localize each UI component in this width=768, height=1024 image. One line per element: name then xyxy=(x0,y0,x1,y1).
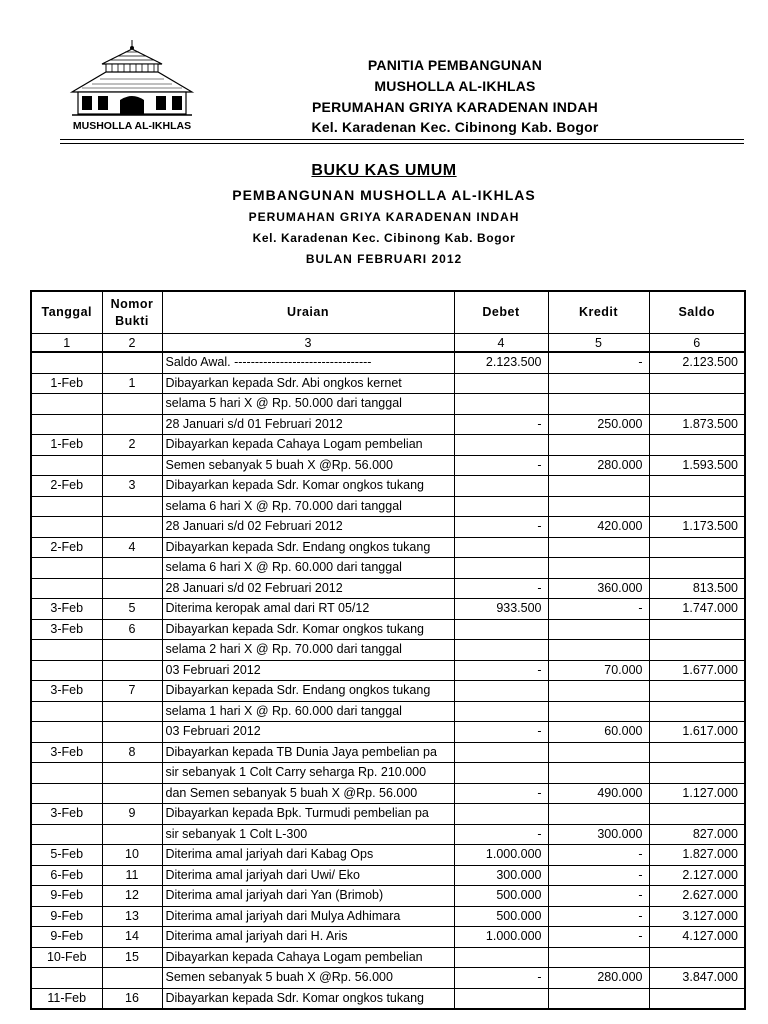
cell-kredit: 280.000 xyxy=(548,968,649,989)
cell-uraian: Diterima amal jariyah dari Uwi/ Eko xyxy=(162,865,454,886)
cell-saldo xyxy=(649,681,745,702)
table-row xyxy=(31,804,745,825)
cell-debet xyxy=(454,537,548,558)
col-header-nomor-bukti: Nomor Bukti xyxy=(102,291,162,334)
cell-nomor-bukti xyxy=(102,558,162,579)
cell-kredit: 60.000 xyxy=(548,722,649,743)
cell-uraian: Dibayarkan kepada Cahaya Logam pembelian xyxy=(162,947,454,968)
cell-tanggal: 11-Feb xyxy=(31,988,102,1009)
cell-debet xyxy=(454,701,548,722)
table-row xyxy=(31,394,745,415)
ledger-body xyxy=(31,352,745,1009)
table-row xyxy=(31,906,745,927)
cell-saldo xyxy=(649,558,745,579)
cell-debet: - xyxy=(454,578,548,599)
cell-saldo xyxy=(649,619,745,640)
cell-saldo: 1.617.000 xyxy=(649,722,745,743)
org-line-1: PANITIA PEMBANGUNAN xyxy=(367,57,543,73)
cell-uraian: selama 6 hari X @ Rp. 60.000 dari tanggal xyxy=(162,558,454,579)
cell-tanggal xyxy=(31,352,102,373)
cell-uraian: dan Semen sebanyak 5 buah X @Rp. 56.000 xyxy=(162,783,454,804)
cell-saldo: 1.873.500 xyxy=(649,414,745,435)
cell-debet xyxy=(454,640,548,661)
cell-tanggal: 2-Feb xyxy=(31,537,102,558)
cell-nomor-bukti: 1 xyxy=(102,373,162,394)
cell-kredit xyxy=(548,435,649,456)
cell-nomor-bukti: 15 xyxy=(102,947,162,968)
cell-uraian: Saldo Awal. --------------------------------- xyxy=(162,352,454,373)
cell-nomor-bukti: 9 xyxy=(102,804,162,825)
cell-saldo xyxy=(649,476,745,497)
cell-nomor-bukti: 7 xyxy=(102,681,162,702)
cell-uraian: Dibayarkan kepada TB Dunia Jaya pembelian pa xyxy=(162,742,454,763)
table-row xyxy=(31,865,745,886)
cell-kredit: 300.000 xyxy=(548,824,649,845)
header-rule xyxy=(60,139,744,140)
cell-uraian: Dibayarkan kepada Sdr. Komar ongkos tukang xyxy=(162,476,454,497)
cell-tanggal: 3-Feb xyxy=(31,804,102,825)
cell-nomor-bukti: 14 xyxy=(102,927,162,948)
cell-uraian: Dibayarkan kepada Sdr. Komar ongkos tukang xyxy=(162,988,454,1009)
cell-tanggal xyxy=(31,660,102,681)
cell-nomor-bukti xyxy=(102,783,162,804)
cell-debet xyxy=(454,804,548,825)
col-header-debet: Debet xyxy=(454,291,548,334)
cell-nomor-bukti: 16 xyxy=(102,988,162,1009)
cell-kredit xyxy=(548,558,649,579)
cell-kredit: 420.000 xyxy=(548,517,649,538)
cell-saldo xyxy=(649,763,745,784)
cell-kredit: 280.000 xyxy=(548,455,649,476)
cell-tanggal xyxy=(31,558,102,579)
cell-saldo: 1.127.000 xyxy=(649,783,745,804)
cell-kredit: - xyxy=(548,865,649,886)
cell-uraian: Dibayarkan kepada Sdr. Endang ongkos tukang xyxy=(162,537,454,558)
cell-nomor-bukti xyxy=(102,701,162,722)
table-row xyxy=(31,558,745,579)
cell-debet xyxy=(454,476,548,497)
cell-saldo xyxy=(649,742,745,763)
cell-debet xyxy=(454,947,548,968)
cell-debet xyxy=(454,681,548,702)
cell-kredit xyxy=(548,804,649,825)
cell-tanggal xyxy=(31,701,102,722)
cell-kredit xyxy=(548,640,649,661)
cell-nomor-bukti xyxy=(102,722,162,743)
cell-debet: - xyxy=(454,722,548,743)
cell-uraian: Diterima keropak amal dari RT 05/12 xyxy=(162,599,454,620)
cell-kredit xyxy=(548,496,649,517)
table-row xyxy=(31,660,745,681)
cell-debet xyxy=(454,558,548,579)
cell-saldo xyxy=(649,435,745,456)
table-row xyxy=(31,599,745,620)
table-row xyxy=(31,722,745,743)
cell-tanggal: 5-Feb xyxy=(31,845,102,866)
col-header-saldo: Saldo xyxy=(649,291,745,334)
cell-uraian: selama 2 hari X @ Rp. 70.000 dari tanggal xyxy=(162,640,454,661)
table-row xyxy=(31,886,745,907)
cell-uraian: 28 Januari s/d 02 Februari 2012 xyxy=(162,578,454,599)
cell-uraian: Semen sebanyak 5 buah X @Rp. 56.000 xyxy=(162,455,454,476)
table-row xyxy=(31,517,745,538)
cell-tanggal xyxy=(31,722,102,743)
cell-kredit xyxy=(548,394,649,415)
table-row xyxy=(31,845,745,866)
cell-nomor-bukti xyxy=(102,394,162,415)
cell-tanggal: 2-Feb xyxy=(31,476,102,497)
cell-debet xyxy=(454,373,548,394)
cell-uraian: Dibayarkan kepada Sdr. Abi ongkos kernet xyxy=(162,373,454,394)
cell-nomor-bukti: 5 xyxy=(102,599,162,620)
cell-tanggal xyxy=(31,578,102,599)
cell-debet xyxy=(454,394,548,415)
cell-uraian: selama 5 hari X @ Rp. 50.000 dari tanggal xyxy=(162,394,454,415)
subtitle-project: PEMBANGUNAN MUSHOLLA AL-IKHLAS xyxy=(232,187,536,203)
cell-kredit xyxy=(548,537,649,558)
cell-kredit xyxy=(548,476,649,497)
table-row xyxy=(31,435,745,456)
cell-debet xyxy=(454,742,548,763)
cell-nomor-bukti xyxy=(102,640,162,661)
cell-tanggal: 3-Feb xyxy=(31,619,102,640)
cell-uraian: 28 Januari s/d 02 Februari 2012 xyxy=(162,517,454,538)
col-header-uraian: Uraian xyxy=(162,291,454,334)
cell-kredit xyxy=(548,988,649,1009)
cell-saldo: 3.127.000 xyxy=(649,906,745,927)
cell-saldo: 827.000 xyxy=(649,824,745,845)
cell-nomor-bukti xyxy=(102,763,162,784)
cell-debet: 2.123.500 xyxy=(454,352,548,373)
cell-saldo: 2.127.000 xyxy=(649,865,745,886)
cell-nomor-bukti: 10 xyxy=(102,845,162,866)
cell-uraian: sir sebanyak 1 Colt Carry seharga Rp. 210.000 xyxy=(162,763,454,784)
cell-uraian: 03 Februari 2012 xyxy=(162,660,454,681)
cell-kredit xyxy=(548,701,649,722)
cell-nomor-bukti xyxy=(102,352,162,373)
cell-debet xyxy=(454,763,548,784)
org-line-2: MUSHOLLA AL-IKHLAS xyxy=(374,78,536,94)
cell-tanggal xyxy=(31,763,102,784)
cell-saldo xyxy=(649,988,745,1009)
cell-debet xyxy=(454,435,548,456)
cell-saldo: 3.847.000 xyxy=(649,968,745,989)
cell-nomor-bukti xyxy=(102,968,162,989)
cell-uraian: Dibayarkan kepada Sdr. Komar ongkos tukang xyxy=(162,619,454,640)
cell-tanggal: 9-Feb xyxy=(31,927,102,948)
cell-debet: - xyxy=(454,455,548,476)
cell-debet: 500.000 xyxy=(454,906,548,927)
cell-kredit: - xyxy=(548,886,649,907)
cell-debet: - xyxy=(454,968,548,989)
col-index: 3 xyxy=(162,334,454,353)
col-index: 2 xyxy=(102,334,162,353)
table-row xyxy=(31,455,745,476)
cell-tanggal xyxy=(31,394,102,415)
cash-ledger-table xyxy=(30,290,746,1010)
cell-uraian: sir sebanyak 1 Colt L-300 xyxy=(162,824,454,845)
table-row xyxy=(31,496,745,517)
page-title: BUKU KAS UMUM xyxy=(311,162,457,179)
cell-saldo: 4.127.000 xyxy=(649,927,745,948)
cell-uraian: Diterima amal jariyah dari Kabag Ops xyxy=(162,845,454,866)
cell-tanggal: 1-Feb xyxy=(31,373,102,394)
cell-tanggal xyxy=(31,517,102,538)
cell-uraian: Dibayarkan kepada Bpk. Turmudi pembelian pa xyxy=(162,804,454,825)
table-row xyxy=(31,824,745,845)
musholla-logo xyxy=(62,38,202,134)
cell-saldo xyxy=(649,537,745,558)
table-row xyxy=(31,681,745,702)
cell-saldo xyxy=(649,701,745,722)
table-row xyxy=(31,783,745,804)
cell-uraian: 28 Januari s/d 01 Februari 2012 xyxy=(162,414,454,435)
cell-uraian: selama 6 hari X @ Rp. 70.000 dari tanggal xyxy=(162,496,454,517)
cell-nomor-bukti: 13 xyxy=(102,906,162,927)
cell-debet: 300.000 xyxy=(454,865,548,886)
table-row xyxy=(31,414,745,435)
org-line-4: Kel. Karadenan Kec. Cibinong Kab. Bogor xyxy=(311,119,599,135)
cell-nomor-bukti: 8 xyxy=(102,742,162,763)
cell-saldo xyxy=(649,947,745,968)
cell-saldo xyxy=(649,496,745,517)
col-index: 6 xyxy=(649,334,745,353)
cell-saldo: 1.827.000 xyxy=(649,845,745,866)
table-row xyxy=(31,968,745,989)
table-row xyxy=(31,619,745,640)
cell-debet xyxy=(454,619,548,640)
cell-saldo: 1.593.500 xyxy=(649,455,745,476)
cell-kredit xyxy=(548,681,649,702)
cell-tanggal: 1-Feb xyxy=(31,435,102,456)
cell-nomor-bukti xyxy=(102,414,162,435)
cell-debet xyxy=(454,496,548,517)
table-row xyxy=(31,988,745,1009)
cell-kredit: - xyxy=(548,352,649,373)
logo-caption: MUSHOLLA AL-IKHLAS xyxy=(72,120,192,132)
cell-kredit xyxy=(548,373,649,394)
cell-saldo xyxy=(649,804,745,825)
cell-tanggal: 3-Feb xyxy=(31,742,102,763)
cell-nomor-bukti: 11 xyxy=(102,865,162,886)
cell-tanggal xyxy=(31,824,102,845)
cell-tanggal: 10-Feb xyxy=(31,947,102,968)
cell-saldo xyxy=(649,373,745,394)
cell-kredit xyxy=(548,742,649,763)
cell-debet: 1.000.000 xyxy=(454,927,548,948)
cell-saldo: 2.123.500 xyxy=(649,352,745,373)
cell-nomor-bukti xyxy=(102,517,162,538)
cell-uraian: Semen sebanyak 5 buah X @Rp. 56.000 xyxy=(162,968,454,989)
cell-saldo: 1.747.000 xyxy=(649,599,745,620)
cell-tanggal xyxy=(31,968,102,989)
col-index: 5 xyxy=(548,334,649,353)
cell-nomor-bukti: 3 xyxy=(102,476,162,497)
cell-tanggal xyxy=(31,783,102,804)
header-rule-thin xyxy=(60,143,744,144)
cell-debet xyxy=(454,988,548,1009)
cell-debet: 1.000.000 xyxy=(454,845,548,866)
cell-saldo: 1.677.000 xyxy=(649,660,745,681)
table-row xyxy=(31,701,745,722)
cell-nomor-bukti: 6 xyxy=(102,619,162,640)
table-row xyxy=(31,947,745,968)
table-row xyxy=(31,578,745,599)
table-row xyxy=(31,537,745,558)
cell-uraian: selama 1 hari X @ Rp. 60.000 dari tanggal xyxy=(162,701,454,722)
subtitle-period: BULAN FEBRUARI 2012 xyxy=(305,252,463,266)
cell-nomor-bukti xyxy=(102,578,162,599)
table-row xyxy=(31,373,745,394)
table-row xyxy=(31,763,745,784)
cell-uraian: Diterima amal jariyah dari Mulya Adhimara xyxy=(162,906,454,927)
subtitle-address: Kel. Karadenan Kec. Cibinong Kab. Bogor xyxy=(252,231,516,245)
table-row xyxy=(31,640,745,661)
col-header-kredit: Kredit xyxy=(548,291,649,334)
subtitle-location: PERUMAHAN GRIYA KARADENAN INDAH xyxy=(248,210,520,224)
cell-kredit: - xyxy=(548,599,649,620)
org-line-3: PERUMAHAN GRIYA KARADENAN INDAH xyxy=(312,99,598,115)
cell-nomor-bukti xyxy=(102,824,162,845)
cell-kredit xyxy=(548,763,649,784)
cell-tanggal: 9-Feb xyxy=(31,906,102,927)
cell-kredit: 490.000 xyxy=(548,783,649,804)
cell-saldo: 813.500 xyxy=(649,578,745,599)
table-header-row xyxy=(31,291,745,334)
cell-tanggal xyxy=(31,455,102,476)
cell-debet: - xyxy=(454,517,548,538)
cell-kredit: - xyxy=(548,927,649,948)
cell-uraian: 03 Februari 2012 xyxy=(162,722,454,743)
column-index-row xyxy=(31,334,745,353)
cell-tanggal: 3-Feb xyxy=(31,599,102,620)
cell-debet: - xyxy=(454,824,548,845)
cell-nomor-bukti: 2 xyxy=(102,435,162,456)
cell-kredit: 360.000 xyxy=(548,578,649,599)
cell-saldo: 2.627.000 xyxy=(649,886,745,907)
col-index: 4 xyxy=(454,334,548,353)
cell-nomor-bukti xyxy=(102,455,162,476)
cell-kredit: - xyxy=(548,906,649,927)
cell-kredit xyxy=(548,619,649,640)
cell-nomor-bukti: 4 xyxy=(102,537,162,558)
cell-saldo xyxy=(649,640,745,661)
cell-tanggal: 6-Feb xyxy=(31,865,102,886)
cell-debet: 500.000 xyxy=(454,886,548,907)
cell-nomor-bukti xyxy=(102,496,162,517)
table-row xyxy=(31,742,745,763)
cell-nomor-bukti: 12 xyxy=(102,886,162,907)
cell-debet: - xyxy=(454,660,548,681)
cell-debet: - xyxy=(454,414,548,435)
cell-kredit: 250.000 xyxy=(548,414,649,435)
table-row xyxy=(31,352,745,373)
cell-saldo xyxy=(649,394,745,415)
cell-uraian: Diterima amal jariyah dari Yan (Brimob) xyxy=(162,886,454,907)
cell-saldo: 1.173.500 xyxy=(649,517,745,538)
cell-kredit: 70.000 xyxy=(548,660,649,681)
col-header-tanggal: Tanggal xyxy=(31,291,102,334)
cell-uraian: Dibayarkan kepada Sdr. Endang ongkos tukang xyxy=(162,681,454,702)
cell-tanggal xyxy=(31,414,102,435)
cell-tanggal xyxy=(31,640,102,661)
table-row xyxy=(31,476,745,497)
cell-tanggal xyxy=(31,496,102,517)
cell-uraian: Diterima amal jariyah dari H. Aris xyxy=(162,927,454,948)
col-index: 1 xyxy=(31,334,102,353)
cell-tanggal: 9-Feb xyxy=(31,886,102,907)
cell-debet: 933.500 xyxy=(454,599,548,620)
table-row xyxy=(31,927,745,948)
cell-nomor-bukti xyxy=(102,660,162,681)
cell-uraian: Dibayarkan kepada Cahaya Logam pembelian xyxy=(162,435,454,456)
cell-debet: - xyxy=(454,783,548,804)
cell-kredit xyxy=(548,947,649,968)
cell-tanggal: 3-Feb xyxy=(31,681,102,702)
cell-kredit: - xyxy=(548,845,649,866)
